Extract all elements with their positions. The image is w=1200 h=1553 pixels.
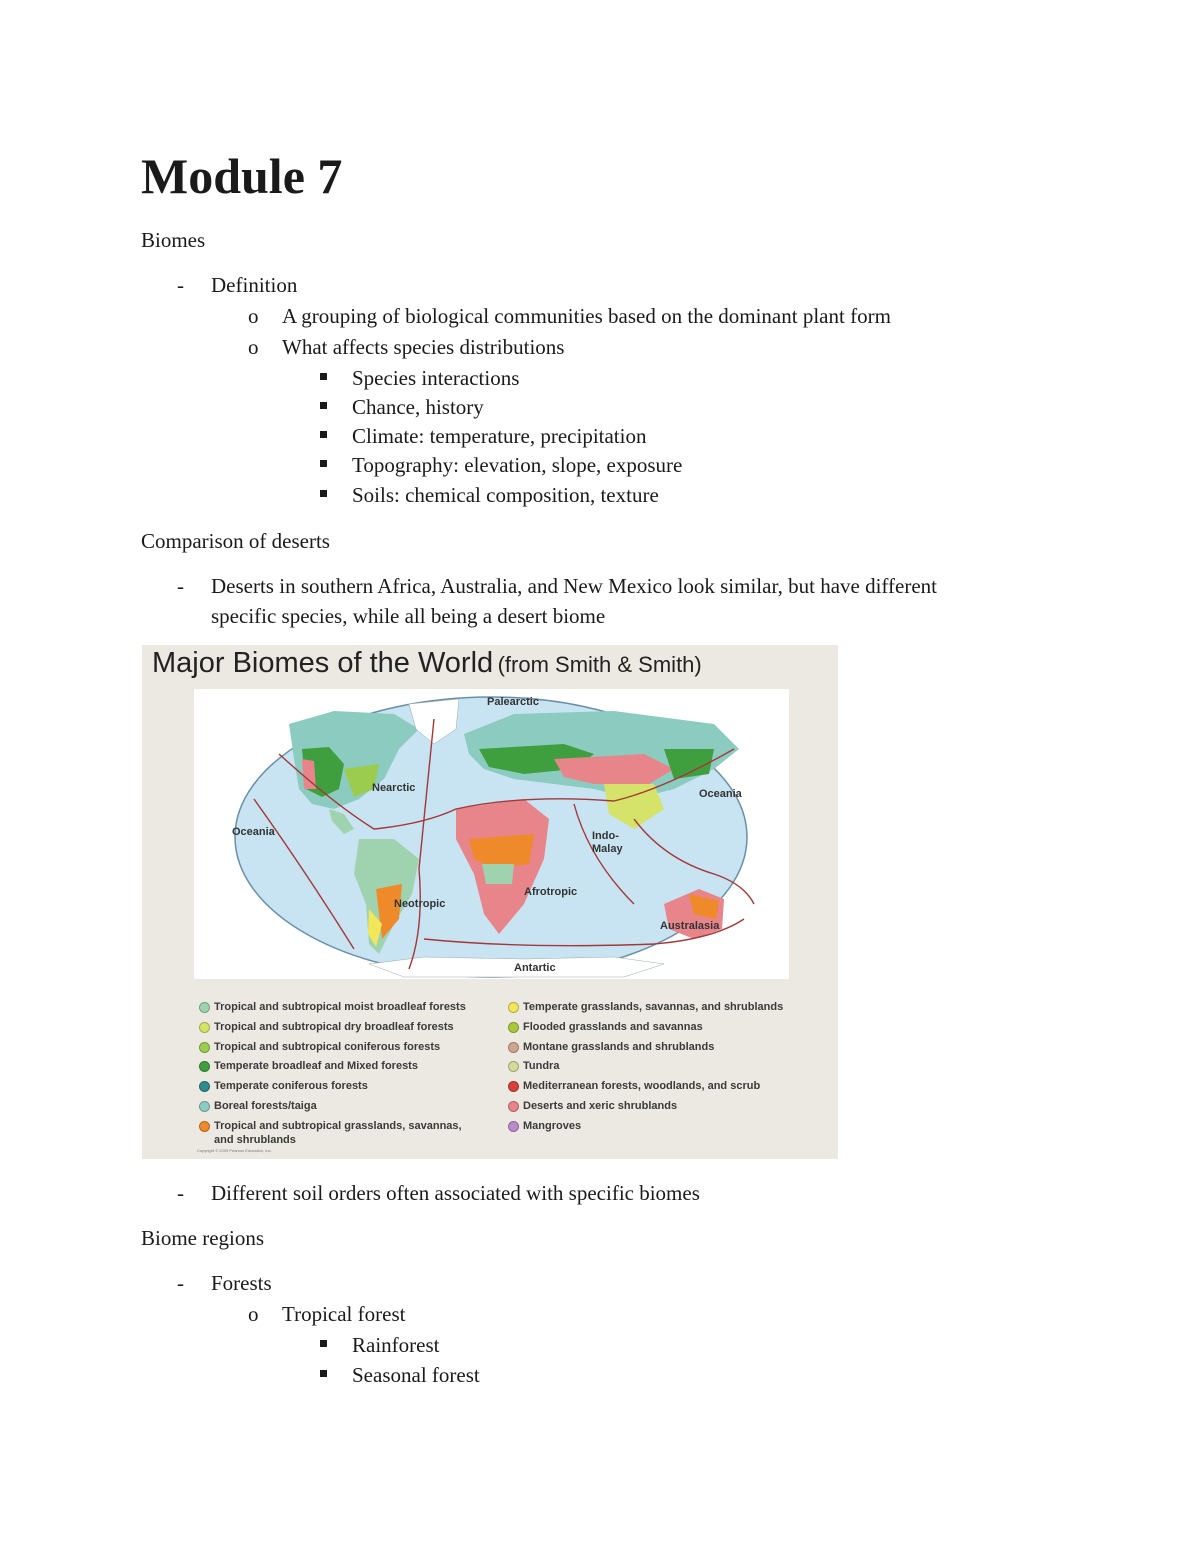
legend-item: Mediterranean forests, woodlands, and scrub <box>523 1080 761 1092</box>
legend-item-continued: and shrublands <box>214 1134 296 1146</box>
legend-swatch <box>508 1101 519 1112</box>
dash-bullet: - <box>177 1271 184 1295</box>
legend-item: Montane grasslands and shrublands <box>523 1041 715 1053</box>
square-bullet <box>320 1340 327 1347</box>
world-map-svg <box>194 689 789 979</box>
list-item-definition: Definition <box>211 273 298 297</box>
world-map <box>194 689 789 979</box>
map-label-oceania-left: Oceania <box>232 826 275 838</box>
figure-title-main: Major Biomes of the World <box>152 647 494 679</box>
list-item-tropical: Tropical forest <box>282 1302 406 1326</box>
list-item-factor: Soils: chemical composition, texture <box>352 483 659 507</box>
circle-bullet: o <box>248 335 259 359</box>
dash-bullet: - <box>177 273 184 297</box>
list-item-definition-text: A grouping of biological communities based on the dominant plant form <box>282 304 891 328</box>
list-item-factor: Species interactions <box>352 366 520 390</box>
square-bullet <box>320 373 327 380</box>
map-label-neotropic: Neotropic <box>394 898 446 910</box>
legend-swatch <box>199 1081 210 1092</box>
legend-item: Tropical and subtropical moist broadleaf forests <box>214 1001 466 1013</box>
legend-swatch <box>508 1042 519 1053</box>
map-label-oceania-right: Oceania <box>699 788 742 800</box>
section-heading-biomes: Biomes <box>141 228 206 252</box>
square-bullet <box>320 431 327 438</box>
square-bullet <box>320 402 327 409</box>
legend-swatch <box>199 1002 210 1013</box>
soil-orders-point: Different soil orders often associated with specific biomes <box>211 1181 700 1205</box>
dash-bullet: - <box>177 574 184 598</box>
legend-swatch <box>199 1061 210 1072</box>
legend-swatch <box>199 1101 210 1112</box>
map-label-nearctic: Nearctic <box>372 782 416 794</box>
circle-bullet: o <box>248 304 259 328</box>
legend-item: Deserts and xeric shrublands <box>523 1100 678 1112</box>
map-label-afrotropic: Afrotropic <box>524 886 578 898</box>
legend-swatch <box>199 1121 210 1132</box>
list-item-rainforest: Rainforest <box>352 1333 440 1357</box>
legend-item: Tundra <box>523 1060 560 1072</box>
list-item-factor: Climate: temperature, precipitation <box>352 424 647 448</box>
map-label-australasia: Australasia <box>660 920 720 932</box>
figure-title-source: (from Smith & Smith) <box>497 652 702 677</box>
list-item-seasonal: Seasonal forest <box>352 1363 480 1387</box>
map-label-indo: Indo- <box>592 830 619 842</box>
legend-swatch <box>508 1061 519 1072</box>
list-item-factor: Chance, history <box>352 395 484 419</box>
list-item-distributions: What affects species distributions <box>282 335 565 359</box>
legend-item: Temperate grasslands, savannas, and shrublands <box>523 1001 784 1013</box>
map-label-palearctic: Palearctic <box>487 696 539 708</box>
list-item-forests: Forests <box>211 1271 272 1295</box>
map-label-malay: Malay <box>592 843 623 855</box>
figure-title <box>152 647 702 680</box>
deserts-point-line2: specific species, while all being a desert biome <box>211 604 606 628</box>
legend-item: Boreal forests/taiga <box>214 1100 317 1112</box>
legend-item: Flooded grasslands and savannas <box>523 1021 703 1033</box>
legend-swatch <box>199 1042 210 1053</box>
square-bullet <box>320 490 327 497</box>
circle-bullet: o <box>248 1302 259 1326</box>
legend-item: Mangroves <box>523 1120 582 1132</box>
legend-swatch <box>199 1022 210 1033</box>
legend-swatch <box>508 1121 519 1132</box>
africa-rainforest <box>482 864 514 884</box>
list-item-factor: Topography: elevation, slope, exposure <box>352 453 683 477</box>
page-title: Module 7 <box>141 148 343 204</box>
legend-item: Tropical and subtropical dry broadleaf forests <box>214 1021 454 1033</box>
legend-item: Tropical and subtropical coniferous forests <box>214 1041 441 1053</box>
legend-swatch <box>508 1081 519 1092</box>
legend-item: Temperate coniferous forests <box>214 1080 368 1092</box>
legend-swatch <box>508 1002 519 1013</box>
map-label-antartic: Antartic <box>514 962 556 974</box>
biomes-figure <box>142 645 838 1159</box>
deserts-point-line1: Deserts in southern Africa, Australia, and New Mexico look similar, but have different <box>211 574 937 598</box>
square-bullet <box>320 1370 327 1377</box>
legend-swatch <box>508 1022 519 1033</box>
square-bullet <box>320 460 327 467</box>
section-heading-deserts: Comparison of deserts <box>141 529 330 553</box>
dash-bullet: - <box>177 1181 184 1205</box>
figure-copyright: Copyright © 2009 Pearson Education, Inc. <box>197 1148 272 1153</box>
legend-item: Temperate broadleaf and Mixed forests <box>214 1060 418 1072</box>
legend-item: Tropical and subtropical grasslands, savannas, <box>214 1120 462 1132</box>
section-heading-regions: Biome regions <box>141 1226 265 1250</box>
